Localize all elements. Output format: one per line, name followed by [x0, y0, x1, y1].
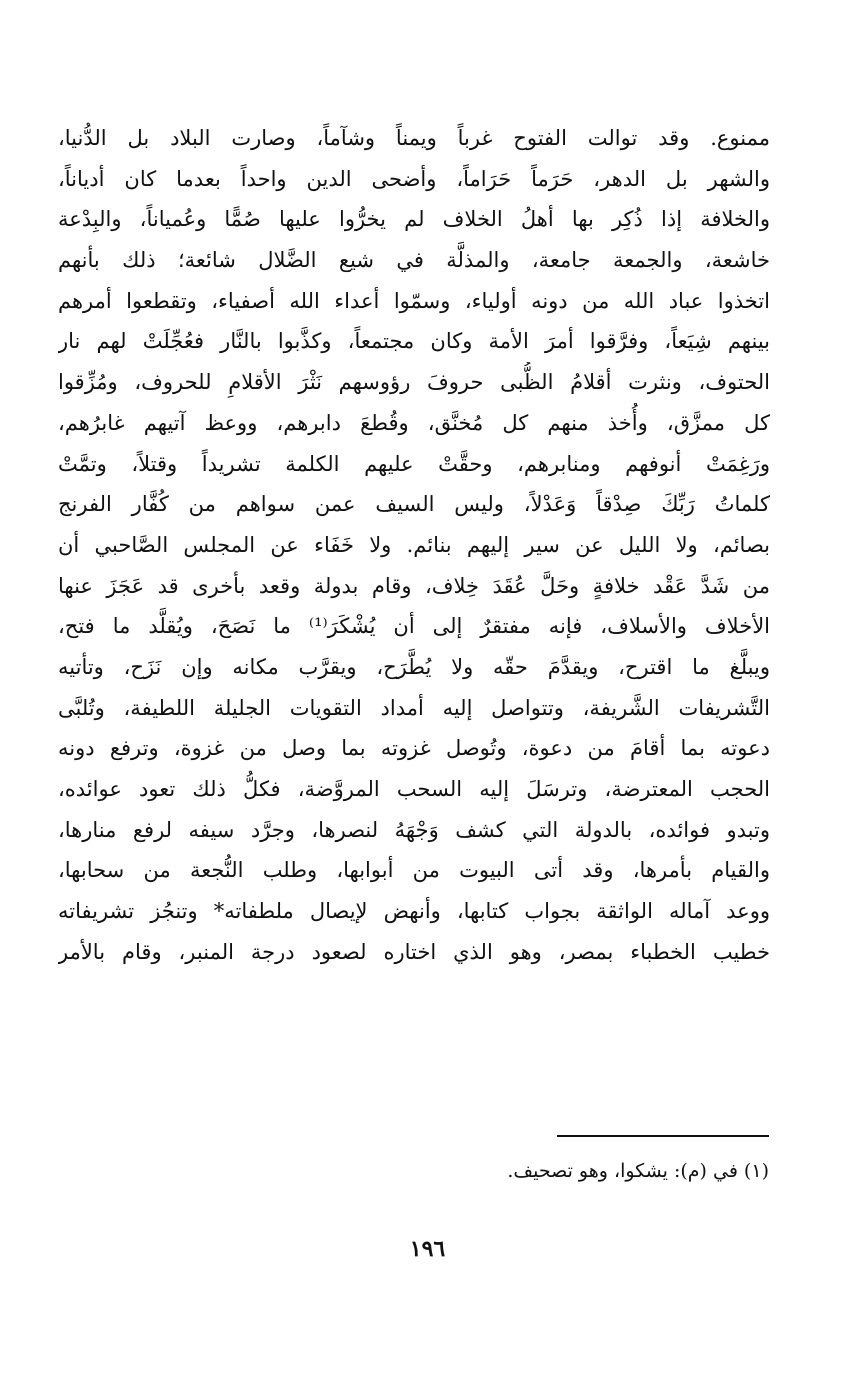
footnote-separator — [557, 1135, 769, 1137]
text-line: والقيام بأمرها، وقد أتى البيوت من أبوابها، وطلب النُّجعة من سحابها، — [58, 858, 770, 883]
footnote: (١) في (م): يشكوا، وهو تصحيف. — [507, 1160, 769, 1182]
text-line: كلماتُ رَبِّكَ صِدْقاً وَعَدْلاً، وليس السيف عمن سواهم من كُفَّار الفرنج — [58, 492, 770, 517]
page-number: ١٩٦ — [409, 1236, 446, 1262]
text-line: ووعد آماله الواثقة بجواب كتابها، وأنهض لإيصال ملطفاته* وتنجُز تشريفاته — [58, 899, 770, 924]
text-line: والخلافة إذا ذُكِر بها أهلُ الخلاف لم يخرُّوا عليها صُمًّا وعُمياناً، والبِدْعة — [58, 207, 770, 232]
text-line: الحتوف، ونثرت أقلامُ الظُّبى حروفَ رؤوسهم نَثْرَ الأقلامِ للحروف، ومُزِّقوا — [58, 370, 770, 395]
text-line: بصائم، ولا الليل عن سير إليهم بنائم. ولا خَفَاء عن المجلس الصَّاحبي أن — [58, 532, 770, 557]
text-line: ويبلَّغ ما اقترح، ويقدَّمَ حقّه ولا يُطَّرَح، ويقرَّب مكانه وإن نَزَح، وتأتيه — [58, 654, 770, 679]
text-line: خطيب الخطباء بمصر، وهو الذي اختاره لصعود درجة المنبر، وقام بالأمر — [58, 939, 770, 964]
text-line: كل ممزَّق، وأُخذ منهم كل مُخنَّق، وقُطعَ دابرهم، ووعظ آتيهم غابرُهم، — [58, 410, 770, 435]
text-line: التَّشريفات الشَّريفة، وتتواصل إليه أمداد التقويات الجليلة اللطيفة، وتُلبَّى — [58, 695, 770, 720]
body-text — [58, 118, 770, 972]
text-line: ممنوع. وقد توالت الفتوح غرباً ويمناً وشآماً، وصارت البلاد بل الدُّنيا، — [58, 126, 770, 150]
text-line: اتخذوا عباد الله من دونه أولياء، وسمّوا أعداء الله أصفياء، وتقطعوا أمرهم — [58, 288, 770, 313]
text-line: الحجب المعترضة، وترسَلَ إليه السحب المروَّضة، فكلُّ ذلك تعود عوائده، — [58, 777, 770, 801]
text-line: ورَغِمَتْ أنوفهم ومنابرهم، وحقَّتْ عليهم الكلمة تشريداً وقتلاً، وتمَّتْ — [58, 451, 770, 476]
text-line: بينهم شِيَعاً، وفرَّقوا أمرَ الأمة وكان مجتمعاً، وكذَّبوا بالنَّار فعُجِّلَتْ لهم نار — [58, 329, 770, 354]
text-line: خاشعة، والجمعة جامعة، والمذلَّة في شيع الضَّلال شائعة؛ ذلك بأنهم — [58, 248, 770, 273]
text-line: دعوته بما أقامَ من دعوة، وتُوصل غزوته بما وصل من غزوة، وترفع دونه — [58, 736, 770, 761]
text-line: الأخلاف والأسلاف، فإنه مفتقرٌ إلى أن يُشْكَرَ⁽¹⁾ ما نَصَحَ، ويُقلَّد ما فتح، — [58, 614, 770, 639]
text-line: والشهر بل الدهر، حَرَماً حَرَاماً، وأضحى الدين واحداً بعدما كان أدياناً، — [58, 166, 770, 191]
text-line: وتبدو فوائده، بالدولة التي كشف وَجْهَهُ لنصرها، وجرَّد سيفه لرفع منارها، — [58, 817, 770, 842]
text-line: من شَدَّ عَقْد خلافةٍ وحَلَّ عُقَدَ خِلاف، وقام بدولة وقعد بأخرى قد عَجَزَ عنها — [58, 573, 770, 598]
